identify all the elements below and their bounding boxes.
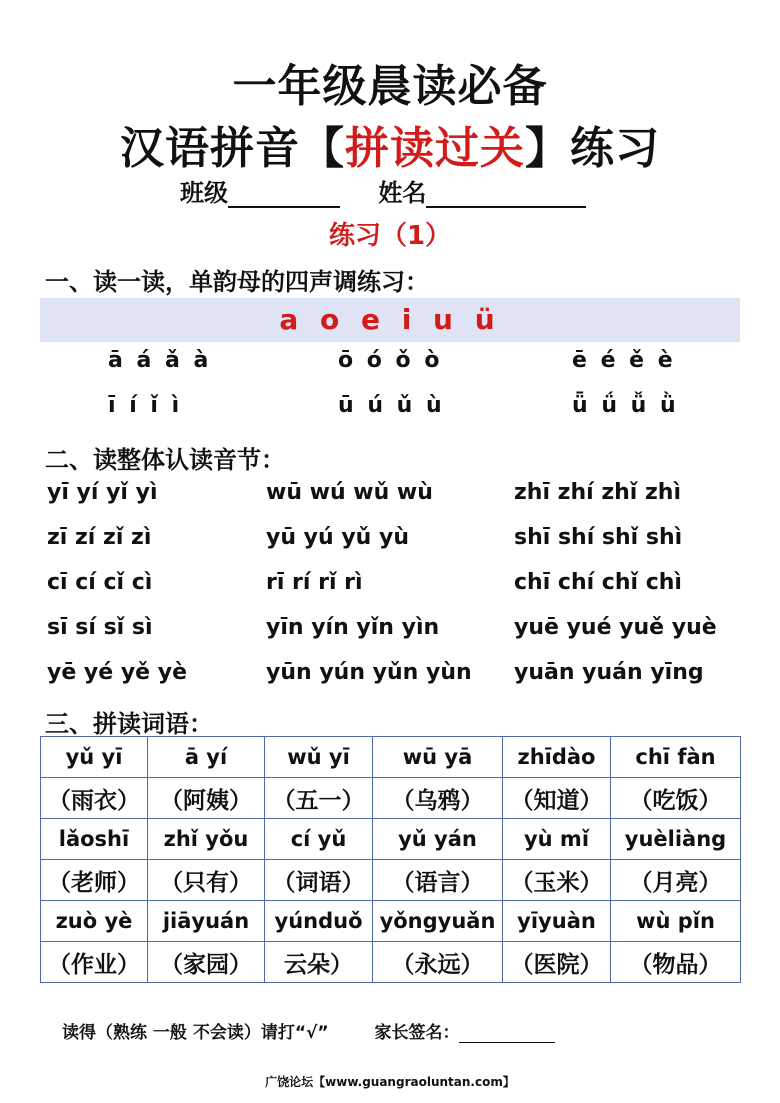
hanzi-cell: （物品） (611, 942, 741, 983)
hanzi-row (41, 942, 741, 983)
student-info-line (180, 173, 586, 208)
syllable-group: sī sí sǐ sì (47, 615, 153, 640)
pinyin-cell: wǔ yī (265, 737, 373, 778)
syllable-row (0, 525, 780, 561)
pinyin-cell: chī fàn (611, 737, 741, 778)
syllable-row (0, 615, 780, 651)
pinyin-cell: jiāyuán (148, 901, 265, 942)
subtitle-suffix: 】练习 (525, 123, 660, 174)
tone-group: ā á ǎ à (108, 348, 212, 373)
hanzi-cell: （医院） (503, 942, 611, 983)
parent-sign-label: 家长签名： (374, 1023, 460, 1043)
syllable-row (0, 570, 780, 606)
syllable-group: cī cí cǐ cì (47, 570, 153, 595)
pinyin-row (41, 819, 741, 860)
hanzi-cell: （乌鸦） (373, 778, 503, 819)
hanzi-cell: （词语） (265, 860, 373, 901)
syllable-group: yūn yún yǔn yùn (266, 660, 472, 685)
hanzi-cell: （雨衣） (41, 778, 148, 819)
pinyin-cell: zuò yè (41, 901, 148, 942)
syllable-group: wū wú wǔ wù (266, 480, 433, 505)
word-table (40, 736, 741, 983)
page-subtitle (0, 112, 780, 176)
syllable-group: zhī zhí zhǐ zhì (514, 480, 682, 505)
pinyin-cell: wū yā (373, 737, 503, 778)
tone-row (0, 348, 780, 384)
syllable-row (0, 660, 780, 696)
footer-line (62, 1018, 555, 1043)
tone-group: ō ó ǒ ò (338, 348, 443, 373)
name-label: 姓名 (378, 179, 427, 207)
reading-instruction: 读得（熟练 一般 不会读）请打“√” (62, 1023, 329, 1043)
hanzi-cell: （老师） (41, 860, 148, 901)
hanzi-cell: （永远） (373, 942, 503, 983)
syllable-row (0, 480, 780, 516)
hanzi-cell: （月亮） (611, 860, 741, 901)
page-title: 一年级晨读必备 (232, 61, 548, 112)
section1-heading: 一、读一读，单韵母的四声调练习： (45, 268, 429, 296)
pinyin-cell: cí yǔ (265, 819, 373, 860)
hanzi-cell: （语言） (373, 860, 503, 901)
pinyin-row (41, 901, 741, 942)
tone-group: ī í ǐ ì (108, 393, 183, 418)
pinyin-cell: zhǐ yǒu (148, 819, 265, 860)
pinyin-row (41, 737, 741, 778)
hanzi-cell: （知道） (503, 778, 611, 819)
subtitle-highlight: 拼读过关 (345, 123, 525, 174)
syllable-group: yū yú yǔ yù (266, 525, 409, 550)
name-blank (426, 180, 586, 208)
source-watermark: 广饶论坛【www.guangraoluntan.com】 (265, 1075, 515, 1089)
syllable-group: rī rí rǐ rì (266, 570, 363, 595)
pinyin-cell: yǔ yán (373, 819, 503, 860)
pinyin-cell: wù pǐn (611, 901, 741, 942)
syllable-group: zī zí zǐ zì (47, 525, 152, 550)
tone-group: ǖ ǘ ǚ ǜ (572, 393, 679, 418)
vowel-band: a o e i u ü (40, 298, 740, 342)
tone-group: ē é ě è (572, 348, 676, 373)
hanzi-cell: （吃饭） (611, 778, 741, 819)
exercise-title: 练习（1） (328, 221, 452, 251)
parent-sign-blank (459, 1026, 555, 1043)
syllable-group: chī chí chǐ chì (514, 570, 682, 595)
pinyin-cell: yǔ yī (41, 737, 148, 778)
pinyin-cell: yīyuàn (503, 901, 611, 942)
section2-heading: 二、读整体认读音节： (45, 446, 285, 474)
tone-row (0, 393, 780, 429)
hanzi-cell: （玉米） (503, 860, 611, 901)
pinyin-cell: yuèliàng (611, 819, 741, 860)
pinyin-cell: yǒngyuǎn (373, 901, 503, 942)
pinyin-cell: zhīdào (503, 737, 611, 778)
hanzi-cell: （家园） (148, 942, 265, 983)
syllable-group: yē yé yě yè (47, 660, 188, 685)
hanzi-row (41, 778, 741, 819)
pinyin-cell: ā yí (148, 737, 265, 778)
subtitle-prefix: 汉语拼音【 (120, 123, 345, 174)
syllable-group: shī shí shǐ shì (514, 525, 683, 550)
syllable-group: yuē yué yuě yuè (514, 615, 717, 640)
hanzi-row (41, 860, 741, 901)
class-blank (228, 180, 340, 208)
section3-heading: 三、拼读词语： (45, 710, 213, 738)
hanzi-cell: 云朵） (265, 942, 373, 983)
pinyin-cell: yù mǐ (503, 819, 611, 860)
pinyin-cell: yúnduǒ (265, 901, 373, 942)
syllable-group: yuān yuán yīng (514, 660, 704, 685)
hanzi-cell: （阿姨） (148, 778, 265, 819)
pinyin-cell: lǎoshī (41, 819, 148, 860)
hanzi-cell: （作业） (41, 942, 148, 983)
class-label: 班级 (180, 179, 228, 207)
syllable-group: yīn yín yǐn yìn (266, 615, 440, 640)
tone-group: ū ú ǔ ù (338, 393, 445, 418)
hanzi-cell: （只有） (148, 860, 265, 901)
hanzi-cell: （五一） (265, 778, 373, 819)
syllable-group: yī yí yǐ yì (47, 480, 158, 505)
